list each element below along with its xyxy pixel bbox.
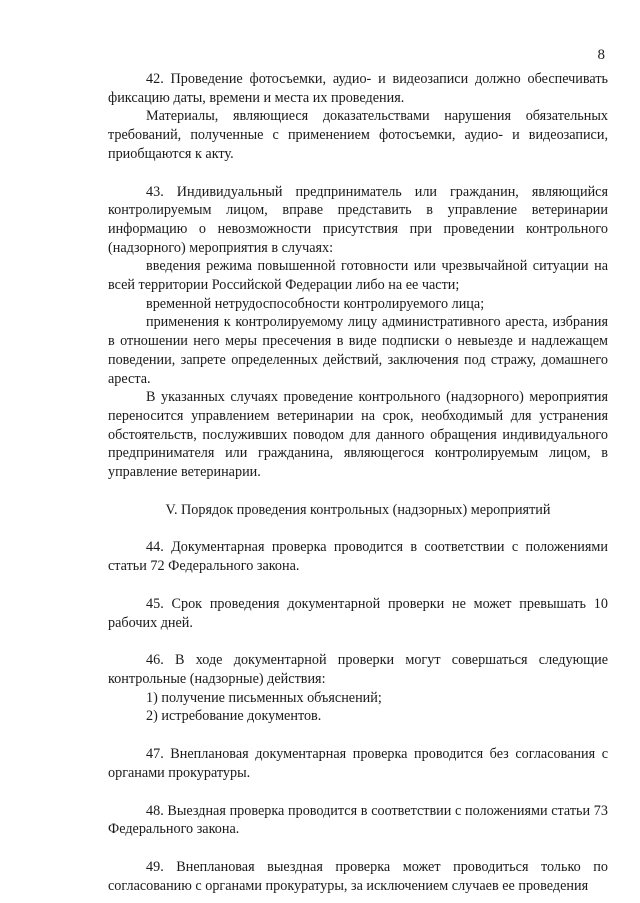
paragraph-47: 47. Внеплановая документарная проверка проводится без согласования с органами прокуратуры. xyxy=(108,746,608,781)
paragraph-42-materials: Материалы, являющиеся доказательствами нарушения обязательных требований, полученные с применением фотосъемки, аудио- и видеозаписи, приобщаются к акту. xyxy=(108,108,608,162)
paragraph-43-case-1: введения режима повышенной готовности или чрезвычайной ситуации на всей территории Российской Федерации либо на ее части; xyxy=(108,258,608,294)
section-heading: V. Порядок проведения контрольных (надзорных) мероприятий xyxy=(165,501,551,518)
page-number: 8 xyxy=(597,47,605,63)
paragraph-43-case-2: временной нетрудоспособности контролируемого лица; xyxy=(146,295,485,312)
paragraph-46-item-1: 1) получение письменных объяснений; xyxy=(146,689,382,706)
paragraph-43-case-3: применения к контролируемому лицу административного ареста, избрания в отношении него меры пресечения в виде подписки о невыезде и надлежащем поведении, запрете определенных действий, заключения под стражу, домашнего ареста. xyxy=(108,314,608,387)
paragraph-46-item-2: 2) истребование документов. xyxy=(146,708,322,725)
paragraph-46: 46. В ходе документарной проверки могут совершаться следующие контрольные (надзорные) действия: xyxy=(108,652,608,687)
paragraph-48: 48. Выездная проверка проводится в соответствии с положениями статьи 73 Федерального закона. xyxy=(108,802,608,838)
paragraph-49: 49. Внеплановая выездная проверка может проводиться только по согласованию с органами прокуратуры, за исключением случаев ее проведения xyxy=(108,858,608,894)
paragraph-44: 44. Документарная проверка проводится в соответствии с положениями статьи 72 Федерального закона. xyxy=(108,539,608,575)
document-body xyxy=(108,70,608,895)
paragraph-43-postponement: В указанных случаях проведение контрольного (надзорного) мероприятия переносится управлением ветеринарии на срок, необходимый для устранения обстоятельств, послуживших поводом для данного обращения индивидуального предпринимателя или гражданина, являющегося контролируемым лицом, в управление ветеринарии. xyxy=(108,389,608,481)
paragraph-42: 42. Проведение фотосъемки, аудио- и видеозаписи должно обеспечивать фиксацию даты, времени и места их проведения. xyxy=(108,71,608,106)
paragraph-43: 43. Индивидуальный предприниматель или гражданин, являющийся контролируемым лицом, вправе представить в управление ветеринарии информацию о невозможности присутствия при проведении контрольного (надзорного) мероприятия в случаях: xyxy=(108,183,608,256)
paragraph-45: 45. Срок проведения документарной проверки не может превышать 10 рабочих дней. xyxy=(108,595,608,631)
